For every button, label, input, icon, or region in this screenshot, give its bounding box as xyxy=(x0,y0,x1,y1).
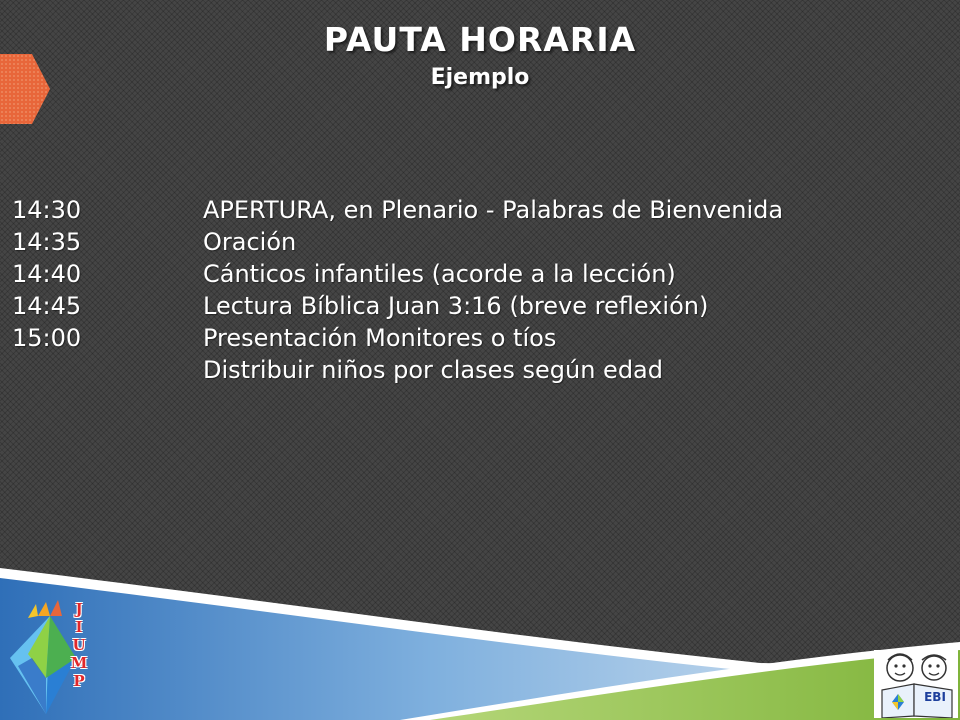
schedule-time: 14:45 xyxy=(12,292,82,320)
ebi-children-logo-icon xyxy=(874,650,958,718)
schedule-time xyxy=(12,354,203,386)
jiump-letter: U xyxy=(72,636,86,654)
schedule-row xyxy=(12,322,952,354)
schedule-activity: Distribuir niños por clases según edad xyxy=(203,356,663,384)
schedule-row xyxy=(12,258,952,290)
footer-wave-decoration xyxy=(0,560,960,720)
jiump-letter: P xyxy=(73,672,85,690)
jiump-wordmark xyxy=(68,600,90,690)
slide-subtitle: Ejemplo xyxy=(430,65,530,90)
schedule-time: 15:00 xyxy=(12,324,82,352)
schedule-activity: Cánticos infantiles (acorde a la lección) xyxy=(203,260,676,288)
schedule-row xyxy=(12,290,952,322)
jiump-letter: M xyxy=(70,654,88,672)
jiump-letter: I xyxy=(75,618,83,636)
jiump-letter: J xyxy=(75,600,83,618)
schedule-time: 14:30 xyxy=(12,196,82,224)
schedule-activity: Oración xyxy=(203,228,297,256)
schedule-activity: Presentación Monitores o tíos xyxy=(203,324,557,352)
schedule-activity: Lectura Bíblica Juan 3:16 (breve reflexión) xyxy=(203,292,709,320)
schedule-activity: APERTURA, en Plenario - Palabras de Bienvenida xyxy=(203,196,784,224)
schedule-list xyxy=(12,194,952,386)
ebi-label: EBI xyxy=(924,690,946,704)
slide-title: PAUTA HORARIA xyxy=(323,20,637,59)
schedule-time: 14:40 xyxy=(12,260,82,288)
schedule-time: 14:35 xyxy=(12,228,82,256)
schedule-row xyxy=(12,194,952,226)
schedule-row xyxy=(12,226,952,258)
schedule-row xyxy=(12,354,952,386)
